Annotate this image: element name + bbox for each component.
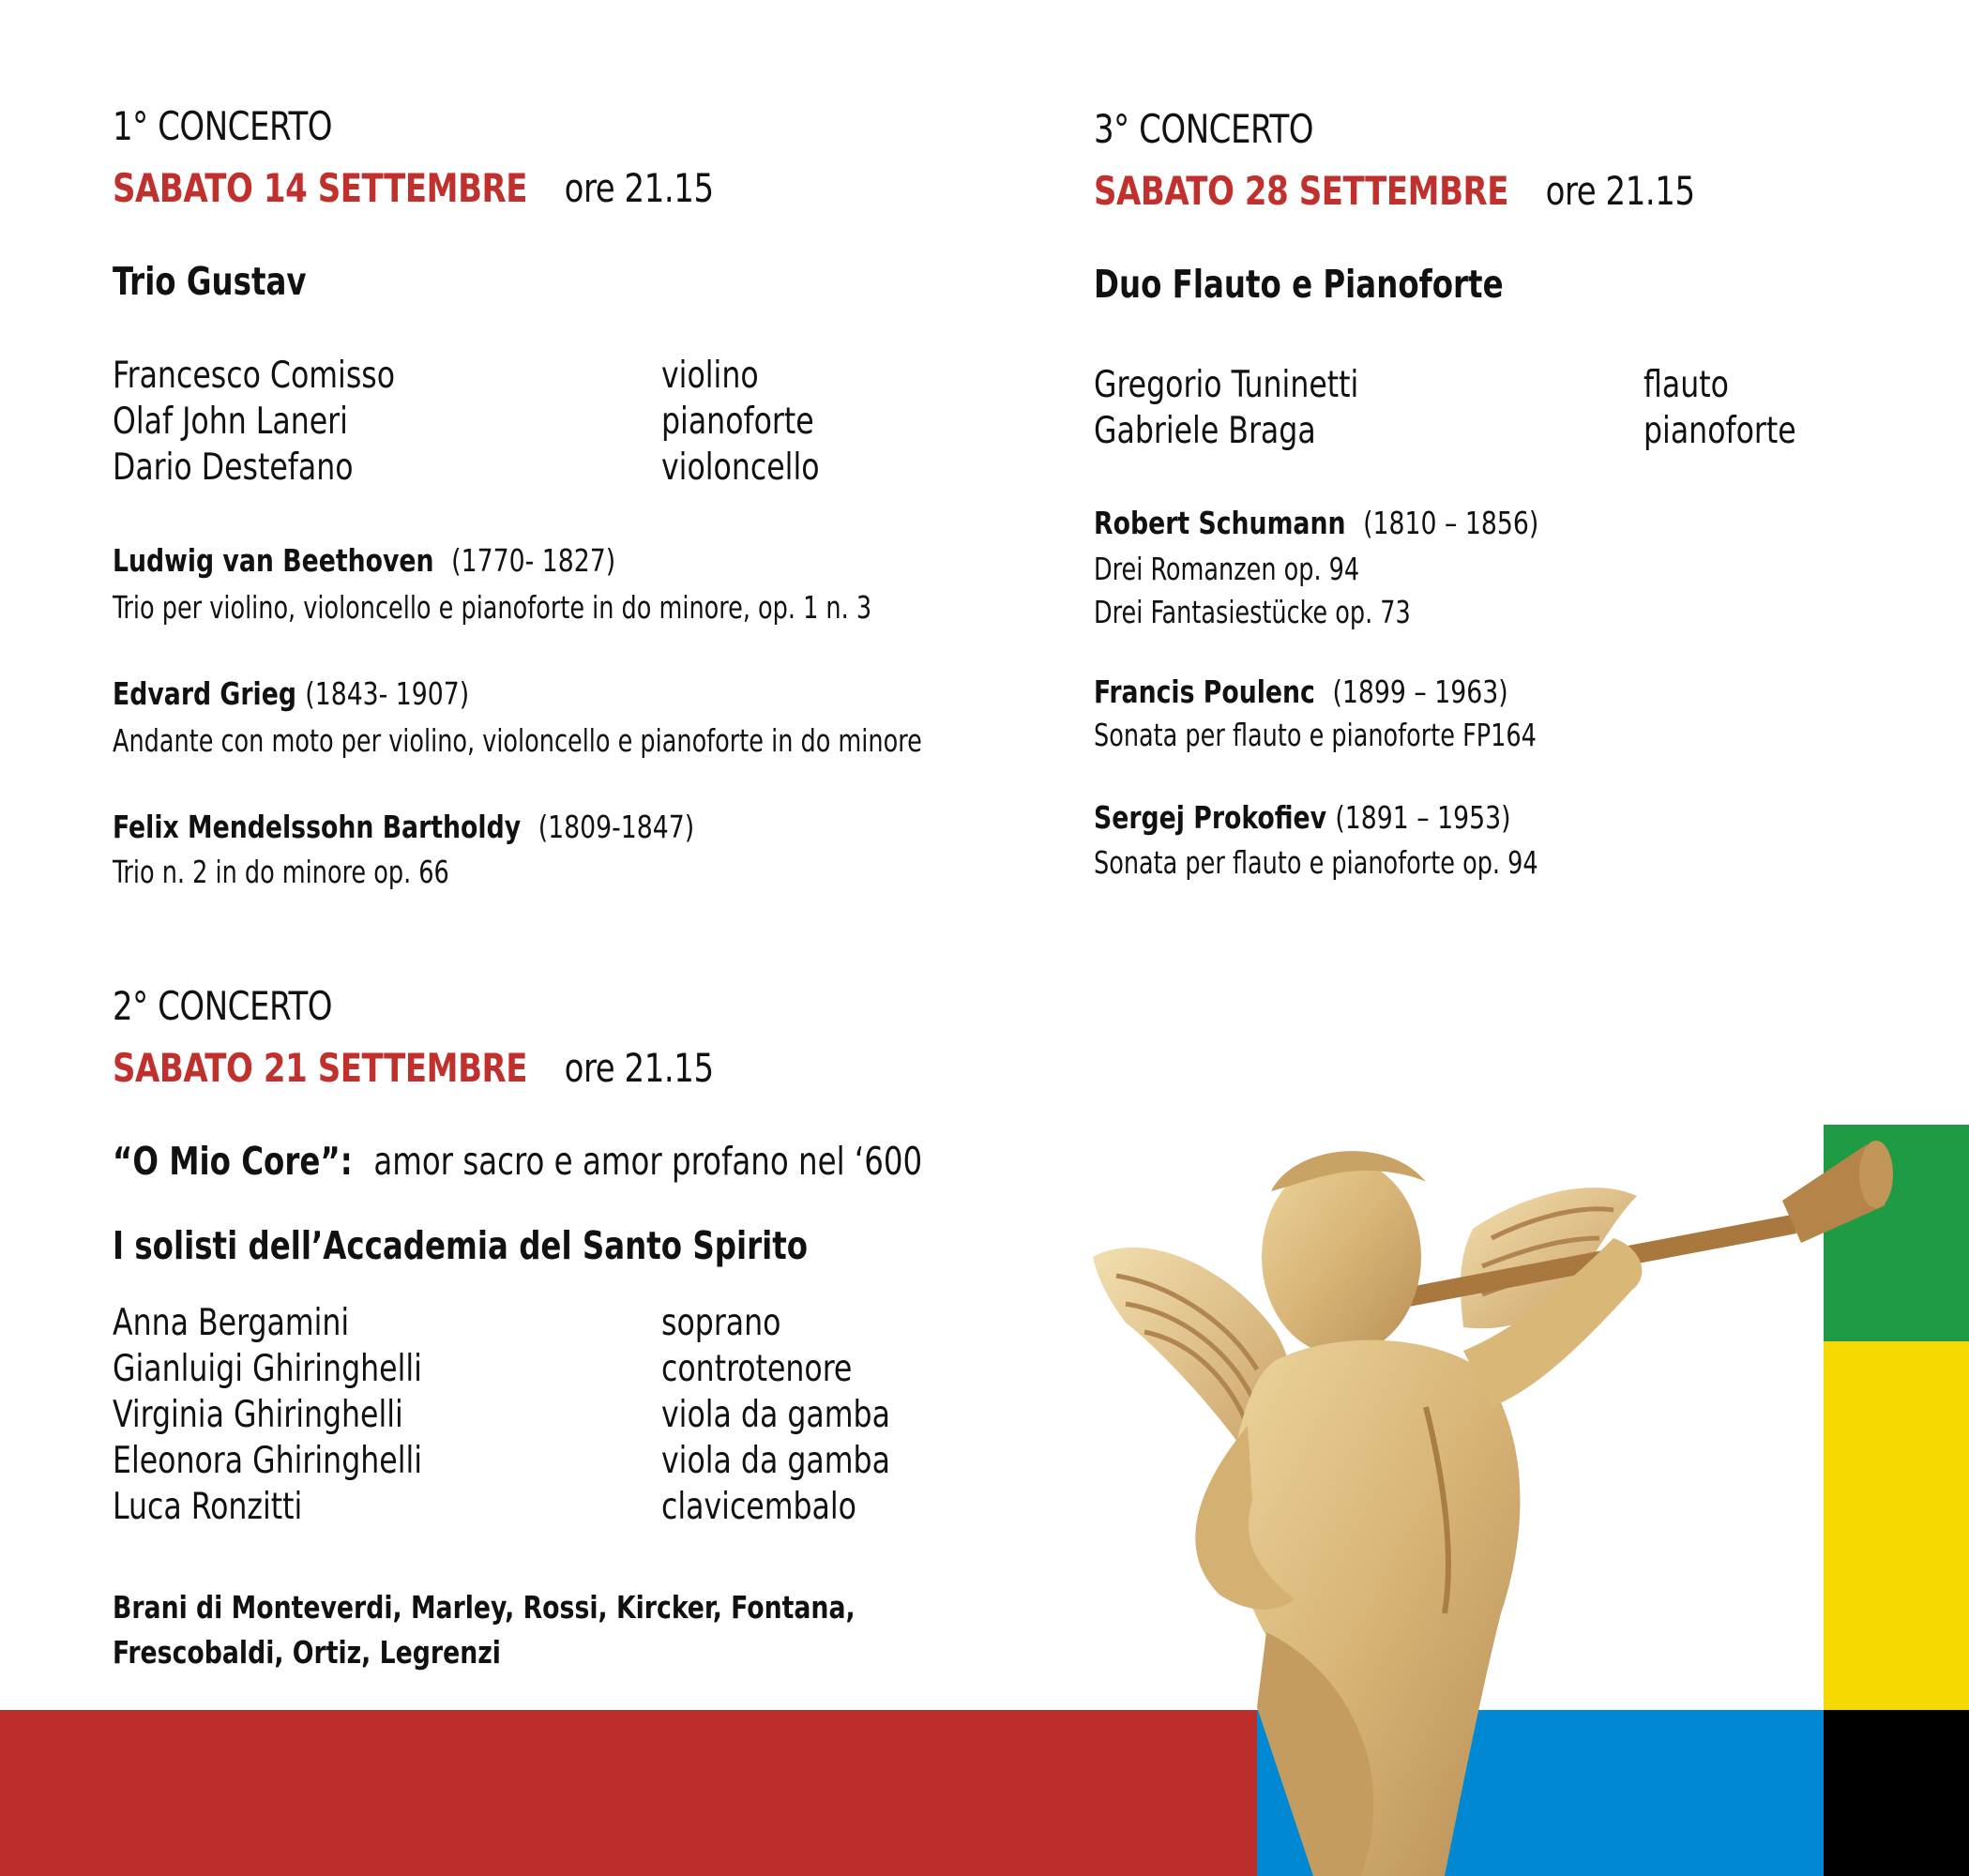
concert-3-performers (1094, 362, 1358, 454)
performer-name: Gabriele Braga (1094, 410, 1316, 452)
concert-2-datetime (113, 1045, 714, 1091)
performer-role: controtenore (661, 1348, 853, 1390)
concert-2-roles (661, 1300, 890, 1530)
composer-years: (1899 – 1963) (1332, 673, 1508, 710)
concert-2-title (113, 1139, 922, 1184)
concert-2-title-quote: “O Mio Core”: (113, 1139, 353, 1184)
program-composer (113, 675, 469, 712)
performer-name: Gianluigi Ghiringhelli (113, 1348, 422, 1390)
concert-3-time: ore 21.15 (1545, 168, 1695, 214)
performer-role: viola da gamba (661, 1394, 890, 1436)
concert-2-label: 2° CONCERTO (113, 983, 333, 1029)
concert-3-ensemble: Duo Flauto e Pianoforte (1094, 262, 1504, 307)
program-work (1094, 548, 1411, 634)
performer-role: pianoforte (1643, 410, 1796, 452)
performer-role: violoncello (661, 446, 820, 489)
concert-2-time: ore 21.15 (564, 1045, 714, 1091)
performer-role: violino (661, 355, 759, 397)
composer-name: Edvard Grieg (113, 675, 296, 712)
composer-name: Sergej Prokofiev (1094, 799, 1327, 836)
concert-1-roles (661, 353, 820, 491)
program-composer (1094, 505, 1538, 541)
concert-2-performers (113, 1300, 422, 1530)
performer-role: viola da gamba (661, 1440, 890, 1482)
angel-statue-image (1088, 1126, 1932, 1876)
concert-3-roles (1643, 362, 1796, 454)
program-work: Sonata per flauto e pianoforte FP164 (1094, 717, 1537, 753)
program-work: Andante con moto per violino, violoncello e pianoforte in do minore (113, 722, 922, 759)
performer-name: Francesco Comisso (113, 355, 396, 397)
performer-name: Olaf John Laneri (113, 401, 348, 443)
program-composer (113, 809, 694, 845)
program-note-line: Frescobaldi, Ortiz, Legrenzi (113, 1634, 501, 1671)
composer-years: (1891 – 1953) (1335, 799, 1511, 836)
composer-years: (1809-1847) (538, 809, 695, 845)
concert-1-performers (113, 353, 395, 491)
program-note-line: Brani di Monteverdi, Marley, Rossi, Kircker, Fontana, (113, 1589, 856, 1626)
performer-role: soprano (661, 1302, 781, 1344)
concert-2-date: SABATO 21 SETTEMBRE (113, 1045, 528, 1091)
program-work: Trio n. 2 in do minore op. 66 (113, 854, 449, 890)
composer-name: Felix Mendelssohn Bartholdy (113, 809, 522, 845)
performer-role: pianoforte (661, 401, 814, 443)
concert-3-datetime (1094, 168, 1695, 214)
program-work: Sonata per flauto e pianoforte op. 94 (1094, 844, 1538, 881)
performer-role: flauto (1643, 364, 1729, 406)
composer-years: (1810 – 1856) (1363, 505, 1539, 541)
performer-name: Eleonora Ghiringhelli (113, 1440, 423, 1482)
program-composer (1094, 673, 1508, 710)
performer-role: clavicembalo (661, 1486, 856, 1528)
concert-3-date: SABATO 28 SETTEMBRE (1094, 168, 1509, 214)
performer-name: Virginia Ghiringhelli (113, 1394, 403, 1436)
composer-years: (1770- 1827) (451, 542, 616, 579)
performer-name: Dario Destefano (113, 446, 354, 489)
performer-name: Anna Bergamini (113, 1302, 350, 1344)
composer-years: (1843- 1907) (305, 675, 470, 712)
composer-name: Robert Schumann (1094, 505, 1346, 541)
concert-1-ensemble: Trio Gustav (113, 259, 307, 304)
program-composer (113, 542, 615, 579)
concert-2-program-note (113, 1585, 856, 1675)
program-composer (1094, 799, 1511, 836)
concert-1-datetime (113, 165, 714, 211)
concert-2-title-subtitle: amor sacro e amor profano nel ‘600 (373, 1139, 923, 1184)
performer-name: Luca Ronzitti (113, 1486, 303, 1528)
program-work-item: Drei Romanzen op. 94 (1094, 551, 1360, 587)
concert-1-date: SABATO 14 SETTEMBRE (113, 165, 528, 211)
program-work: Trio per violino, violoncello e pianoforte in do minore, op. 1 n. 3 (113, 589, 872, 626)
composer-name: Francis Poulenc (1094, 673, 1315, 710)
program-work-item: Drei Fantasiestücke op. 73 (1094, 594, 1411, 630)
concert-2-ensemble: I solisti dell’Accademia del Santo Spirito (113, 1223, 809, 1268)
red-band (0, 1710, 1257, 1876)
composer-name: Ludwig van Beethoven (113, 542, 434, 579)
performer-name: Gregorio Tuninetti (1094, 364, 1359, 406)
concert-3-label: 3° CONCERTO (1094, 106, 1314, 152)
concert-1-label: 1° CONCERTO (113, 103, 333, 149)
concert-1-time: ore 21.15 (564, 165, 714, 211)
